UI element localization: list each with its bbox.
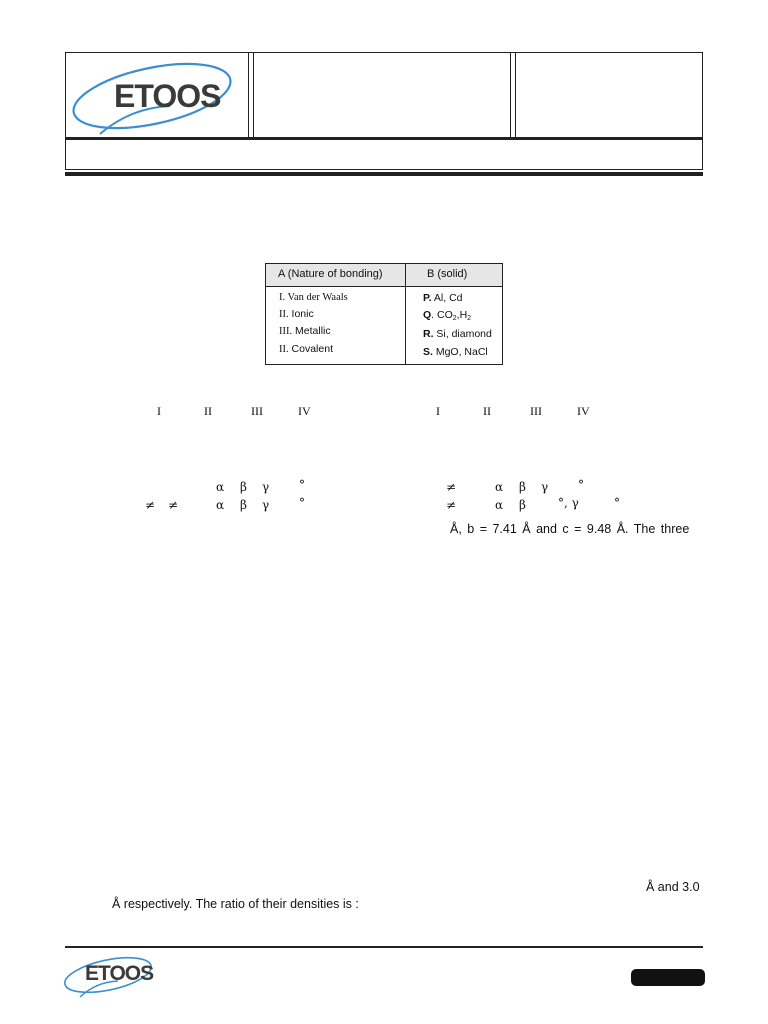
- page-number-badge: [631, 969, 705, 986]
- logo-text: ETOOS: [85, 962, 154, 985]
- degree-symbol: °: [578, 478, 584, 492]
- col-b-item: Q. $CO_2,H_2$: [423, 309, 472, 322]
- beta-symbol: β: [240, 498, 247, 512]
- not-equal-symbol: ≠: [446, 480, 457, 494]
- col-a-item: II. Covalent: [279, 343, 333, 355]
- col-b-item: R. Si, diamond: [423, 328, 492, 340]
- beta-symbol: β: [240, 480, 247, 494]
- option-col-label: III: [251, 404, 263, 418]
- option-col-label: I: [157, 404, 161, 418]
- alpha-symbol: α: [495, 498, 504, 512]
- not-equal-symbol: ≠: [145, 498, 156, 512]
- match-table: [265, 263, 503, 365]
- degree-symbol: °: [299, 496, 305, 510]
- footer-etoos-logo: [62, 954, 157, 998]
- col-b-item: P. Al, Cd: [423, 292, 463, 304]
- col-a-item: II. Ionic: [279, 308, 314, 320]
- option-col-label: III: [530, 404, 542, 418]
- not-equal-symbol: ≠: [168, 498, 179, 512]
- col-a-item: III. Metallic: [279, 325, 331, 337]
- density-question-text: Å respectively. The ratio of their densities is :: [112, 897, 359, 911]
- degree-symbol: °: [299, 478, 305, 492]
- gamma-symbol: γ: [541, 480, 549, 494]
- option-col-label: IV: [298, 404, 311, 418]
- etoos-logo: [70, 58, 245, 136]
- degree-symbol: °: [614, 496, 620, 510]
- option-col-label: II: [204, 404, 212, 418]
- alpha-symbol: α: [495, 480, 504, 494]
- header-rule: [65, 137, 703, 140]
- option-col-label: I: [436, 404, 440, 418]
- option-col-label: IV: [577, 404, 590, 418]
- beta-symbol: β: [519, 498, 526, 512]
- table-divider: [405, 264, 406, 364]
- gamma-symbol: γ: [262, 480, 270, 494]
- header-divider: [510, 52, 516, 138]
- header-divider: [248, 52, 254, 138]
- col-a-item: I. Van der Waals: [279, 292, 348, 303]
- logo-text: ETOOS: [114, 78, 221, 114]
- alpha-symbol: α: [216, 498, 225, 512]
- gamma-symbol: γ: [262, 498, 270, 512]
- col-b-heading: B (solid): [427, 268, 468, 280]
- footer-rule: [65, 946, 703, 948]
- beta-symbol: β: [519, 480, 526, 494]
- alpha-symbol: α: [216, 480, 225, 494]
- col-a-heading: A (Nature of bonding): [278, 268, 383, 280]
- col-b-item: S. MgO, NaCl: [423, 346, 488, 358]
- option-col-label: II: [483, 404, 491, 418]
- not-equal-symbol: ≠: [446, 498, 457, 512]
- lattice-text: Å, b = 7.41 Å and c = 9.48 Å. The three: [450, 522, 690, 536]
- header-bottom-rule: [65, 172, 703, 176]
- degree-gamma-text: °, γ: [558, 496, 579, 510]
- radius-text: Å and 3.0: [646, 880, 700, 894]
